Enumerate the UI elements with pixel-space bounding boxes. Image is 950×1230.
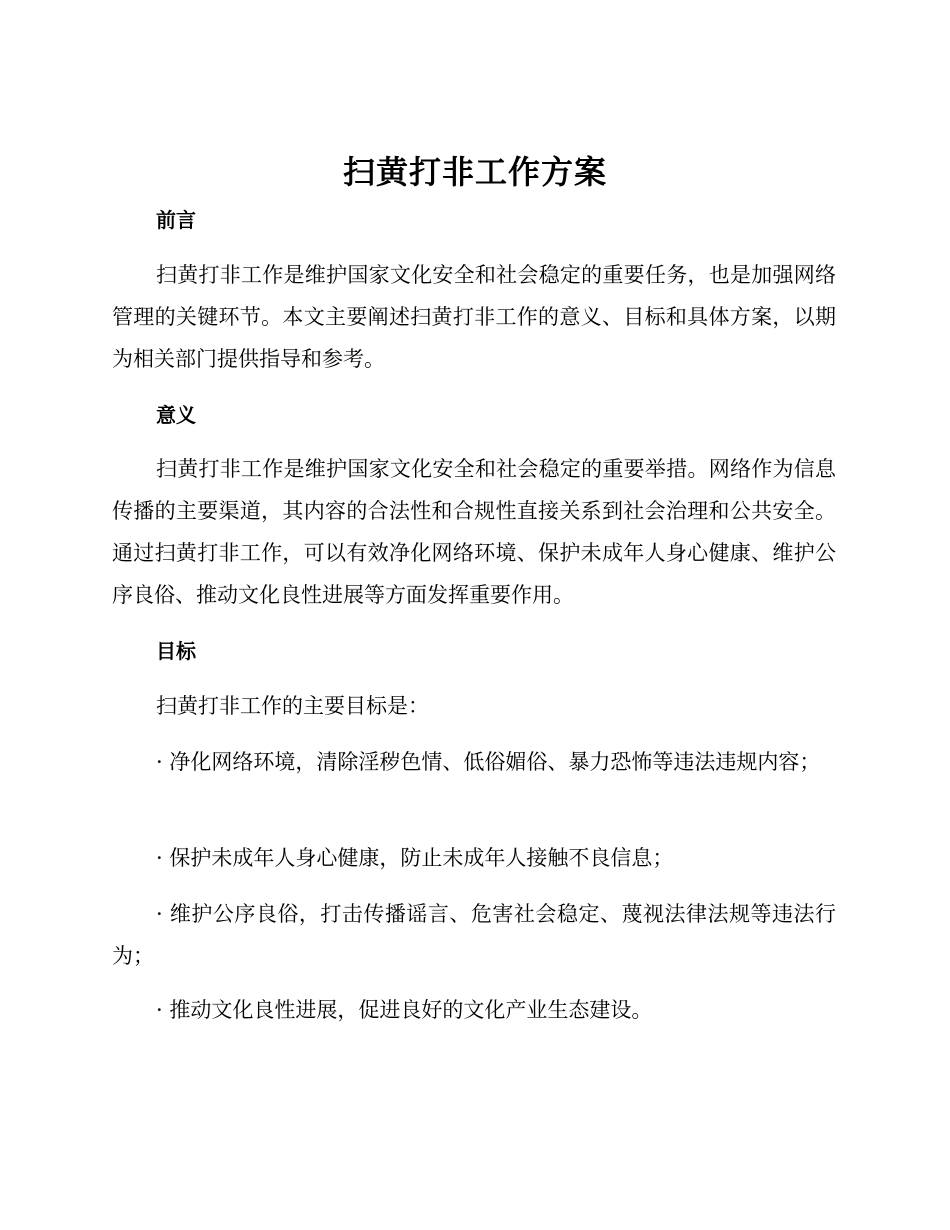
section-heading-goals: 目标 xyxy=(156,639,196,663)
goals-intro: 扫黄打非工作的主要目标是： xyxy=(156,694,429,718)
section-heading-preface: 前言 xyxy=(156,208,196,232)
section-heading-significance: 意义 xyxy=(156,403,196,427)
goal-item: · 维护公序良俗，打击传播谣言、危害社会稳定、蔑视法律法规等违法行为； xyxy=(112,902,836,968)
document-title: 扫黄打非工作方案 xyxy=(342,153,607,191)
goal-item: · 净化网络环境，清除淫秽色情、低俗媚俗、暴力恐怖等违法违规内容； xyxy=(156,750,821,774)
goal-item: · 推动文化良性进展，促进良好的文化产业生态建设。 xyxy=(156,998,653,1022)
goal-item: · 保护未成年人身心健康，防止未成年人接触不良信息； xyxy=(156,846,674,870)
preface-paragraph: 扫黄打非工作是维护国家文化安全和社会稳定的重要任务，也是加强网络管理的关键环节。本文主要阐述扫黄打非工作的意义、目标和具体方案，以期为相关部门提供指导和参考。 xyxy=(112,263,836,371)
significance-paragraph: 扫黄打非工作是维护国家文化安全和社会稳定的重要举措。网络作为信息传播的主要渠道，其内容的合法性和合规性直接关系到社会治理和公共安全。通过扫黄打非工作，可以有效净化网络环境、保护未成年人身心健康、维护公序良俗、推动文化良性进展等方面发挥重要作用。 xyxy=(112,457,836,607)
